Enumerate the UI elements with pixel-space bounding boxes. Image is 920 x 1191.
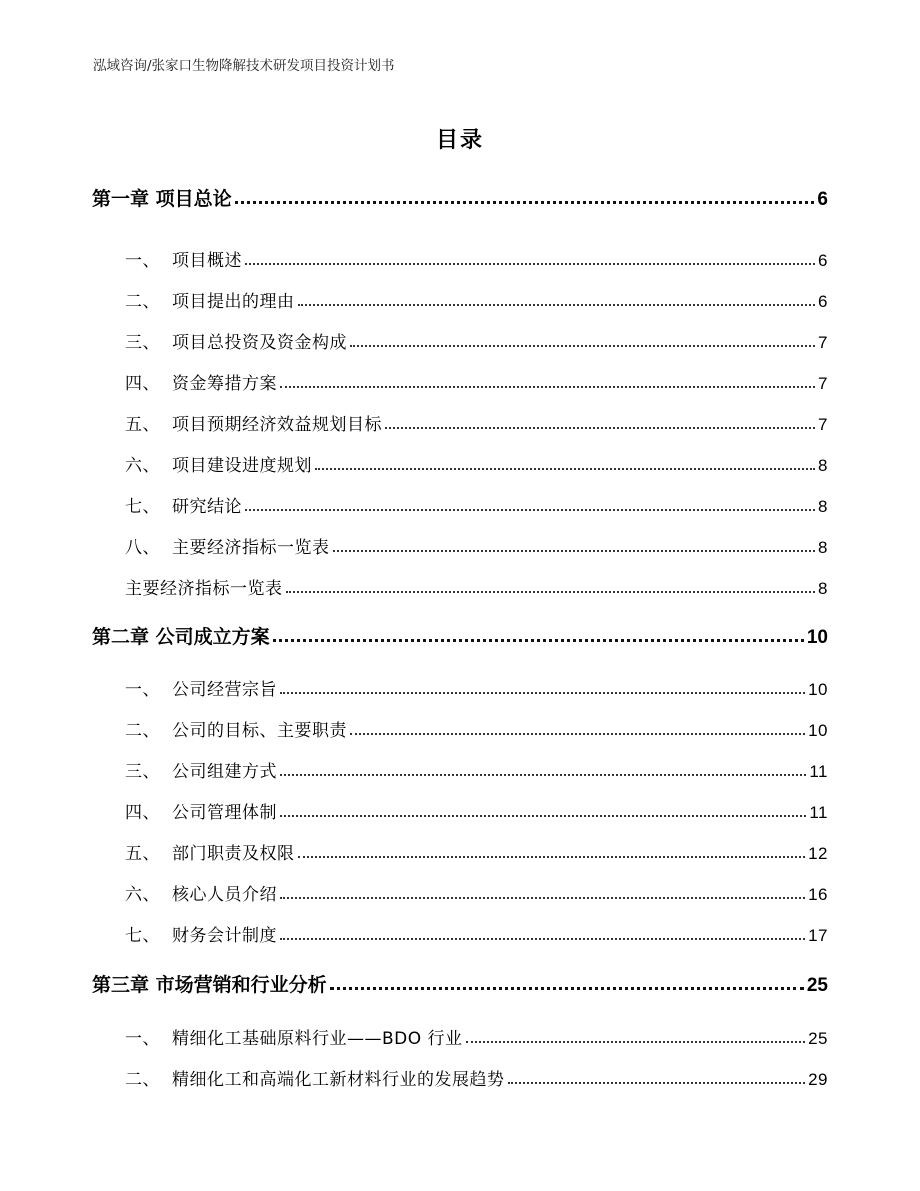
section-title: 公司管理体制 [172, 803, 277, 823]
leader-dots [280, 815, 806, 817]
leader-dots [298, 856, 806, 858]
toc-entry[interactable] [125, 716, 828, 741]
chapter-number: 第一章 [92, 188, 150, 210]
toc-entry[interactable] [125, 757, 828, 782]
section-number: 三、 [125, 333, 160, 353]
section-title: 主要经济指标一览表 [125, 579, 283, 599]
section-title: 精细化工基础原料行业——BDO 行业 [172, 1029, 463, 1049]
leader-dots [350, 733, 805, 735]
page-number: 8 [818, 538, 828, 557]
toc-chapter-1[interactable] [92, 184, 828, 211]
section-title: 项目建设进度规划 [172, 456, 312, 476]
leader-dots [235, 201, 815, 204]
leader-dots [315, 468, 815, 470]
page-number: 10 [808, 680, 828, 699]
section-number: 四、 [125, 803, 160, 823]
page-number: 7 [818, 415, 828, 434]
leader-dots [245, 509, 815, 511]
leader-dots [333, 550, 816, 552]
section-title: 主要经济指标一览表 [172, 538, 330, 558]
toc-chapter-3[interactable] [92, 970, 828, 997]
toc-chapter-2[interactable] [92, 622, 828, 649]
section-number: 四、 [125, 374, 160, 394]
section-number: 七、 [125, 497, 160, 517]
leader-dots [280, 774, 806, 776]
section-number: 五、 [125, 415, 160, 435]
section-number: 二、 [125, 721, 160, 741]
page-number: 10 [808, 721, 828, 740]
leader-dots [280, 386, 815, 388]
leader-dots [466, 1041, 806, 1043]
chapter-title: 项目总论 [155, 188, 232, 210]
section-number: 八、 [125, 538, 160, 558]
running-header: 泓域咨询/张家口生物降解技术研发项目投资计划书 [93, 58, 395, 74]
section-title: 公司的目标、主要职责 [172, 721, 347, 741]
section-title: 核心人员介绍 [172, 885, 277, 905]
toc-entry[interactable] [125, 798, 828, 823]
section-title: 研究结论 [172, 497, 242, 517]
section-title: 项目概述 [172, 251, 242, 271]
page-number: 10 [806, 627, 828, 648]
page-number: 29 [808, 1070, 828, 1089]
section-title: 精细化工和高端化工新材料行业的发展趋势 [172, 1070, 505, 1090]
section-number: 六、 [125, 885, 160, 905]
section-number: 二、 [125, 1070, 160, 1090]
toc-entry[interactable] [125, 675, 828, 700]
toc-entry[interactable] [125, 1065, 828, 1090]
page-number: 6 [817, 189, 828, 210]
leader-dots [280, 938, 805, 940]
section-title: 部门职责及权限 [172, 844, 295, 864]
section-number: 一、 [125, 1029, 160, 1049]
leader-dots [330, 987, 804, 990]
page-number: 16 [808, 885, 828, 904]
page-number: 12 [808, 844, 828, 863]
leader-dots [385, 427, 815, 429]
leader-dots [280, 897, 805, 899]
section-number: 一、 [125, 251, 160, 271]
page-number: 11 [809, 762, 828, 781]
chapter-title: 公司成立方案 [155, 626, 270, 648]
page-number: 6 [818, 251, 828, 270]
section-title: 财务会计制度 [172, 926, 277, 946]
leader-dots [286, 591, 816, 593]
toc-entry[interactable] [125, 369, 828, 394]
section-title: 公司组建方式 [172, 762, 277, 782]
section-number: 一、 [125, 680, 160, 700]
toc-entry[interactable] [125, 451, 828, 476]
page-number: 8 [818, 579, 828, 598]
section-title: 公司经营宗旨 [172, 680, 277, 700]
page-number: 6 [818, 292, 828, 311]
leader-dots [280, 692, 805, 694]
chapter-number: 第二章 [92, 626, 150, 648]
section-number: 五、 [125, 844, 160, 864]
toc-entry[interactable] [125, 574, 828, 599]
page-number: 7 [818, 374, 828, 393]
section-number: 六、 [125, 456, 160, 476]
page-number: 11 [809, 803, 828, 822]
chapter-number: 第三章 [92, 974, 150, 996]
section-number: 七、 [125, 926, 160, 946]
section-title: 项目提出的理由 [172, 292, 295, 312]
toc-entry[interactable] [125, 921, 828, 946]
section-number: 三、 [125, 762, 160, 782]
toc-entry[interactable] [125, 880, 828, 905]
leader-dots [298, 304, 816, 306]
page-number: 7 [818, 333, 828, 352]
leader-dots [245, 263, 815, 265]
chapter-title: 市场营销和行业分析 [155, 974, 327, 996]
toc-entry[interactable] [125, 533, 828, 558]
page-number: 8 [818, 497, 828, 516]
toc-entry[interactable] [125, 410, 828, 435]
toc-entry[interactable] [125, 492, 828, 517]
leader-dots [508, 1082, 806, 1084]
section-title: 项目总投资及资金构成 [172, 333, 347, 353]
toc-entry[interactable] [125, 839, 828, 864]
leader-dots [273, 639, 804, 642]
section-title: 资金筹措方案 [172, 374, 277, 394]
page-number: 17 [808, 926, 828, 945]
toc-title: 目录 [435, 128, 484, 153]
toc-entry[interactable] [125, 246, 828, 271]
page-number: 25 [808, 1029, 828, 1048]
leader-dots [350, 345, 815, 347]
section-title: 项目预期经济效益规划目标 [172, 415, 382, 435]
section-number: 二、 [125, 292, 160, 312]
toc-entry[interactable] [125, 287, 828, 312]
page-number: 8 [818, 456, 828, 475]
page-number: 25 [806, 975, 828, 996]
toc-entry[interactable] [125, 1024, 828, 1049]
toc-entry[interactable] [125, 328, 828, 353]
